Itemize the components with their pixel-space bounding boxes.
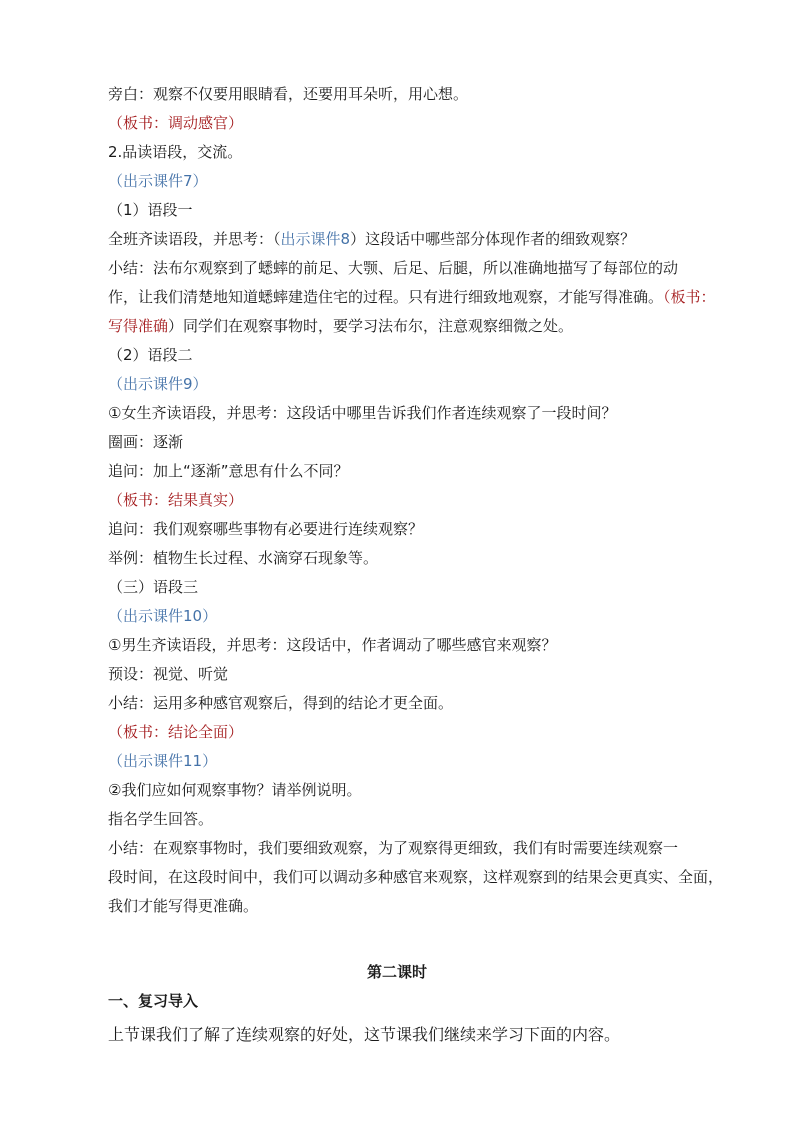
section-heading-2: （2）语段二: [108, 346, 193, 364]
section-heading-review: 一、复习导入: [108, 992, 199, 1010]
board-note-prefix: （板书：: [663, 288, 716, 306]
paragraph-final-summary-end: 我们才能写得更准确。: [108, 897, 259, 915]
lesson-title: 第二课时: [366, 963, 427, 981]
paragraph-boys-read: ①男生齐读语段，并思考：这段话中，作者调动了哪些感官来观察？: [108, 636, 557, 654]
paragraph-read-section-1: [108, 225, 728, 254]
paragraph-circle: 圈画：逐渐: [108, 433, 184, 451]
step-heading: 2.品读语段，交流。: [108, 143, 243, 161]
slide-note-11: （出示课件11）: [108, 752, 218, 770]
slide-note-8: 出示课件8: [280, 230, 351, 248]
board-note-results: （板书：结果真实）: [108, 491, 244, 509]
paragraph-girls-read: ①女生齐读语段，并思考：这段话中哪里告诉我们作者连续观察了一段时间？: [108, 404, 617, 422]
board-note-senses: （板书：调动感官）: [108, 114, 244, 132]
paragraph-preset: 预设：视觉、听觉: [108, 665, 229, 683]
text-segment: ）这段话中哪些部分体现作者的细致观察？: [350, 230, 636, 248]
board-note-conclusion: （板书：结论全面）: [108, 723, 244, 741]
paragraph-answer: 指名学生回答。: [108, 810, 214, 828]
paragraph-summary-1-end: [108, 312, 728, 341]
paragraph-summary-3: 小结：运用多种感官观察后，得到的结论才更全面。: [108, 694, 454, 712]
paragraph-summary-1-cont: [108, 283, 728, 312]
section-heading-3: （三）语段三: [108, 578, 199, 596]
paragraph-summary-1: 小结：法布尔观察到了蟋蟀的前足、大颚、后足、后腿，所以准确地描写了每部位的动: [108, 259, 679, 277]
paragraph-question: ②我们应如何观察事物？请举例说明。: [108, 781, 362, 799]
slide-note-10: （出示课件10）: [108, 607, 218, 625]
board-note-accurate: 写得准确: [108, 317, 169, 335]
paragraph-narration: 旁白：观察不仅要用眼睛看，还要用耳朵听，用心想。: [108, 85, 469, 103]
paragraph-review-intro: 上节课我们了解了连续观察的好处，这节课我们继续来学习下面的内容。: [108, 1025, 621, 1044]
paragraph-follow-up-1: 追问：加上“逐渐”意思有什么不同？: [108, 462, 349, 480]
paragraph-final-summary-cont: 段时间，在这段时间中，我们可以调动多种感官来观察，这样观察到的结果会更真实、全面，: [108, 868, 724, 886]
text-segment: 全班齐读语段，并思考：（: [108, 230, 281, 248]
text-segment: 作，让我们清楚地知道蟋蟀建造住宅的过程。只有进行细致地观察，才能写得准确。: [108, 288, 664, 306]
section-heading-1: （1）语段一: [108, 201, 193, 219]
slide-note-7: （出示课件7）: [108, 172, 208, 190]
paragraph-follow-up-2: 追问：我们观察哪些事物有必要进行连续观察？: [108, 520, 424, 538]
text-segment: ）同学们在观察事物时，要学习法布尔，注意观察细微之处。: [168, 317, 574, 335]
paragraph-examples: 举例：植物生长过程、水滴穿石现象等。: [108, 549, 379, 567]
paragraph-final-summary: 小结：在观察事物时，我们要细致观察，为了观察得更细致，我们有时需要连续观察一: [108, 839, 679, 857]
slide-note-9: （出示课件9）: [108, 375, 208, 393]
